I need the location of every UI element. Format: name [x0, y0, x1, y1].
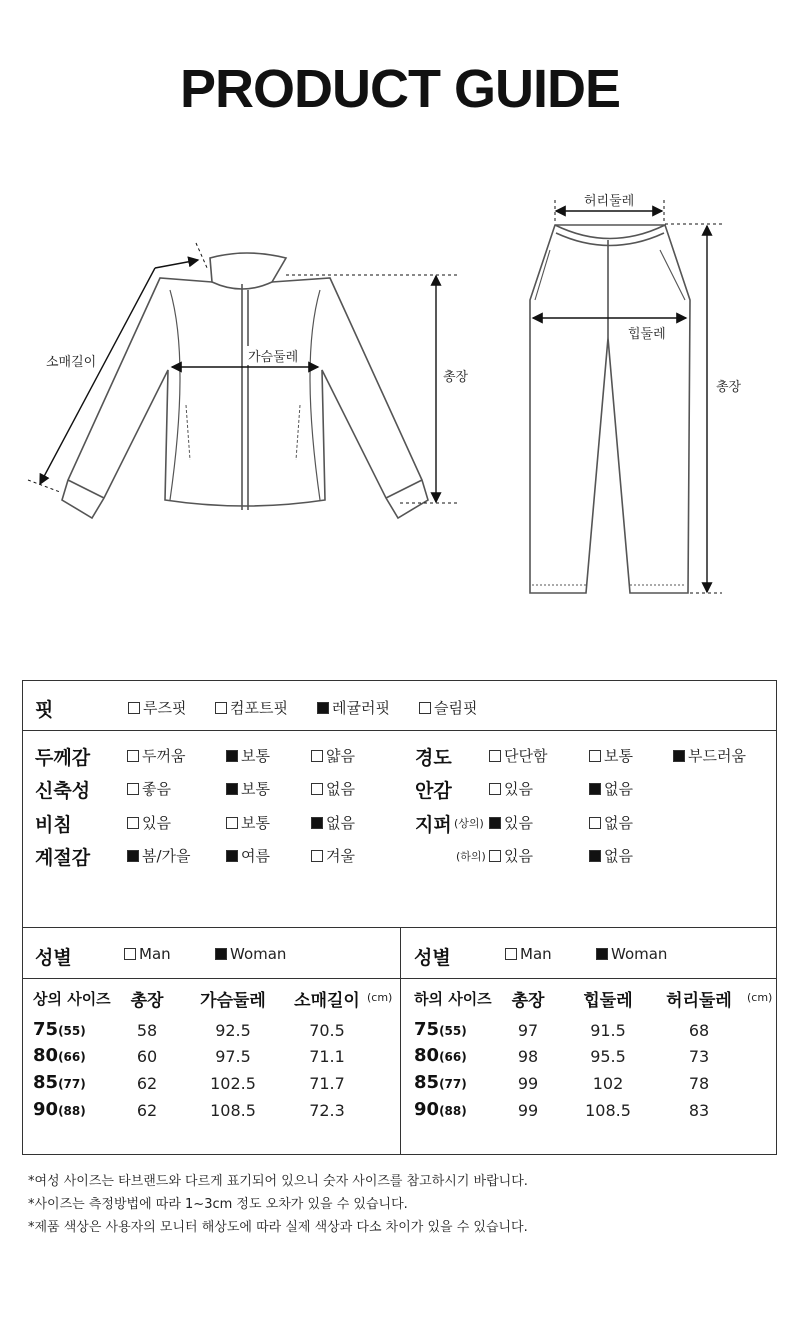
option-label: 좋음	[142, 780, 171, 798]
checkbox	[311, 817, 323, 829]
page-title: PRODUCT GUIDE	[179, 59, 620, 119]
option-없음	[589, 778, 633, 799]
attr-label-비침: 비침	[35, 814, 72, 836]
size-cell	[414, 1099, 467, 1120]
option-얇음	[311, 745, 355, 766]
checkbox	[226, 817, 238, 829]
option-있음	[489, 778, 533, 799]
attr-sub: (상의)	[454, 817, 484, 830]
table-cell: 108.5	[210, 1101, 256, 1120]
checkbox	[489, 817, 501, 829]
option-겨울	[311, 845, 355, 866]
col-header: 총장	[130, 991, 164, 1011]
size-sub: (88)	[439, 1104, 467, 1118]
col-header: 가슴둘레	[200, 991, 266, 1011]
checkbox	[226, 783, 238, 795]
table-cell: 78	[688, 1074, 710, 1093]
table-cell: 92.5	[215, 1021, 251, 1040]
size-cell	[33, 1072, 86, 1093]
table-cell: 83	[688, 1101, 710, 1120]
checkbox	[489, 783, 501, 795]
size-sub: (77)	[58, 1077, 86, 1091]
table-cell: 98	[517, 1047, 539, 1066]
table-cell: 71.1	[309, 1047, 345, 1066]
size-sub: (88)	[58, 1104, 86, 1118]
table-cell: 102	[592, 1074, 624, 1093]
table-cell: 73	[688, 1047, 710, 1066]
option-보통	[226, 778, 270, 799]
option-있음	[127, 812, 171, 833]
checkbox	[226, 850, 238, 862]
checkbox	[311, 850, 323, 862]
attr-label-경도: 경도	[415, 747, 452, 769]
checkbox	[226, 750, 238, 762]
col-header: 힙둘레	[583, 991, 633, 1011]
option-봄/가을	[127, 845, 191, 866]
table-cell: 72.3	[309, 1101, 345, 1120]
man-checkbox	[505, 948, 517, 960]
attr-label-계절감: 계절감	[35, 847, 91, 869]
table-cell: 58	[136, 1021, 158, 1040]
size-sub: (55)	[439, 1024, 467, 1038]
option-label: 보통	[241, 747, 270, 765]
table-cell: 60	[136, 1047, 158, 1066]
hip-label: 힙둘레	[628, 327, 666, 342]
checkbox	[311, 783, 323, 795]
gender-woman-bottom: Woman	[596, 945, 667, 963]
option-있음	[489, 812, 533, 833]
option-보통	[589, 745, 633, 766]
size-cell	[33, 1099, 86, 1120]
option-label: 있음	[504, 814, 533, 832]
option-좋음	[127, 778, 171, 799]
size-number: 90	[414, 1099, 440, 1120]
size-sub: (55)	[58, 1024, 86, 1038]
table-cell: 97.5	[215, 1047, 251, 1066]
option-label: 보통	[604, 747, 633, 765]
size-cell	[33, 1019, 86, 1040]
sleeve-label: 소매길이	[46, 355, 97, 370]
option-단단함	[489, 745, 547, 766]
checkbox	[489, 850, 501, 862]
garment-diagram	[0, 0, 800, 640]
checkbox	[589, 750, 601, 762]
attr-sub: (하의)	[456, 850, 486, 863]
note: *여성 사이즈는 타브랜드와 다르게 표기되어 있으니 숫자 사이즈를 참고하시기 바랍니다.	[28, 1174, 528, 1189]
option-label: 두꺼움	[142, 747, 186, 765]
option-label: 레귤러핏	[332, 699, 390, 717]
option-label: 있음	[504, 780, 533, 798]
gender-woman-top: Woman	[215, 945, 286, 963]
option-label: 여름	[241, 847, 270, 865]
size-cell	[414, 1072, 467, 1093]
woman-checkbox	[215, 948, 227, 960]
option-label: 없음	[326, 780, 355, 798]
option-있음	[489, 845, 533, 866]
option-label: 없음	[604, 780, 633, 798]
option-label: 슬림핏	[434, 699, 478, 717]
divider	[23, 730, 776, 731]
checkbox	[317, 702, 329, 714]
option-label: 없음	[604, 847, 633, 865]
checkbox	[419, 702, 431, 714]
waist-label: 허리둘레	[584, 194, 635, 209]
table-cell: 62	[136, 1101, 158, 1120]
option-여름	[226, 845, 270, 866]
option-label: 부드러움	[688, 747, 746, 765]
checkbox	[589, 850, 601, 862]
table-cell: 97	[517, 1021, 539, 1040]
size-number: 80	[33, 1045, 59, 1066]
option-label: 단단함	[504, 747, 548, 765]
table-cell: 102.5	[210, 1074, 256, 1093]
table-cell: 70.5	[309, 1021, 345, 1040]
fit-label: 핏	[35, 699, 54, 721]
man-checkbox	[124, 948, 136, 960]
option-label: 없음	[326, 814, 355, 832]
option-label: 겨울	[326, 847, 355, 865]
table-cell: 62	[136, 1074, 158, 1093]
checkbox	[127, 817, 139, 829]
chest-label: 가슴둘레	[246, 346, 300, 365]
option-label: 보통	[241, 780, 270, 798]
checkbox	[589, 783, 601, 795]
column-divider	[400, 927, 401, 1154]
option-label: 있음	[142, 814, 171, 832]
size-sub: (66)	[58, 1050, 86, 1064]
option-없음	[311, 778, 355, 799]
gender-label-bottom: 성별	[414, 947, 451, 969]
measure-arrows	[28, 200, 722, 593]
checkbox	[127, 850, 139, 862]
size-number: 85	[414, 1072, 440, 1093]
size-number: 90	[33, 1099, 59, 1120]
checkbox	[215, 702, 227, 714]
option-부드러움	[673, 745, 746, 766]
option-label: 있음	[504, 847, 533, 865]
product-info-table	[22, 680, 777, 1155]
bottom-length-label: 총장	[716, 380, 742, 395]
top-length-label: 총장	[443, 370, 469, 385]
size-number: 85	[33, 1072, 59, 1093]
table-cell: 108.5	[585, 1101, 631, 1120]
pants-outline	[530, 225, 690, 593]
size-table-title: 하의 사이즈	[414, 990, 492, 1008]
table-cell: 99	[517, 1074, 539, 1093]
option-두꺼움	[127, 745, 185, 766]
unit-label: (cm)	[367, 991, 393, 1004]
attr-label-안감: 안감	[415, 780, 452, 802]
woman-checkbox	[596, 948, 608, 960]
option-label: 없음	[604, 814, 633, 832]
option-없음	[589, 812, 633, 833]
jacket-outline	[62, 253, 428, 518]
size-cell	[33, 1045, 86, 1066]
option-슬림핏	[419, 697, 477, 718]
size-number: 75	[33, 1019, 59, 1040]
option-label: 봄/가을	[142, 847, 191, 865]
size-sub: (66)	[439, 1050, 467, 1064]
note: *사이즈는 측정방법에 따라 1~3cm 정도 오차가 있을 수 있습니다.	[28, 1197, 408, 1212]
size-cell	[414, 1019, 467, 1040]
checkbox	[673, 750, 685, 762]
col-header: 총장	[511, 991, 545, 1011]
note: *제품 색상은 사용자의 모니터 해상도에 따라 실제 색상과 다소 차이가 있을 수 있습니다.	[28, 1220, 528, 1235]
checkbox	[489, 750, 501, 762]
gender-label-top: 성별	[35, 947, 72, 969]
table-cell: 91.5	[590, 1021, 626, 1040]
checkbox	[589, 817, 601, 829]
table-cell: 99	[517, 1101, 539, 1120]
size-cell	[414, 1045, 467, 1066]
col-header: 허리둘레	[666, 991, 732, 1011]
option-컴포트핏	[215, 697, 288, 718]
option-없음	[589, 845, 633, 866]
gender-man-top: Man	[124, 945, 171, 963]
table-cell: 95.5	[590, 1047, 626, 1066]
checkbox	[128, 702, 140, 714]
unit-label: (cm)	[747, 991, 773, 1004]
size-number: 75	[414, 1019, 440, 1040]
option-루즈핏	[128, 697, 186, 718]
size-sub: (77)	[439, 1077, 467, 1091]
option-보통	[226, 745, 270, 766]
checkbox	[127, 750, 139, 762]
option-label: 보통	[241, 814, 270, 832]
checkbox	[311, 750, 323, 762]
size-table-title: 상의 사이즈	[33, 990, 111, 1008]
table-cell: 68	[688, 1021, 710, 1040]
option-레귤러핏	[317, 697, 390, 718]
option-label: 컴포트핏	[230, 699, 288, 717]
size-number: 80	[414, 1045, 440, 1066]
gender-man-bottom: Man	[505, 945, 552, 963]
option-label: 얇음	[326, 747, 355, 765]
col-header: 소매길이	[294, 991, 360, 1011]
attr-label-신축성: 신축성	[35, 780, 91, 802]
option-없음	[311, 812, 355, 833]
attr-label-지퍼: 지퍼	[415, 814, 452, 836]
option-label: 루즈핏	[143, 699, 187, 717]
table-cell: 71.7	[309, 1074, 345, 1093]
attr-label-두께감: 두께감	[35, 747, 91, 769]
option-보통	[226, 812, 270, 833]
checkbox	[127, 783, 139, 795]
